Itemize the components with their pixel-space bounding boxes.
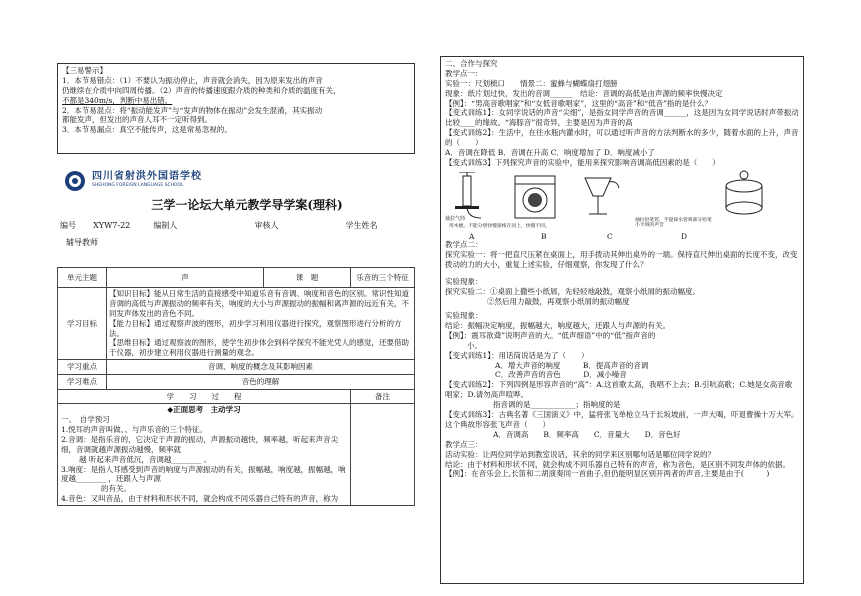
lesson-table — [57, 267, 415, 506]
self-study-item: 的有关。 — [101, 484, 131, 494]
warning-box — [57, 63, 415, 154]
school-logo — [64, 170, 244, 192]
knowledge-goal: 【知识目标】能从日常生活的直接感受中知道乐音有音调、响度和音色的区别。常识性知道音调的高低与声源振动的频率有关，响度的大小与声源振动的振幅和离声源的远近有关，不同发声体发出的音色不同。 — [109, 289, 409, 318]
figure-label-c: C — [607, 231, 613, 241]
difficult-value: 音色的理解 — [107, 375, 415, 390]
unit-label: 单元主题 — [58, 268, 107, 288]
glass-figure — [575, 172, 625, 222]
activity2-title: 教学点二： — [445, 239, 483, 249]
warning-line: 不都是340m/s，判断中易出错。 — [62, 95, 173, 105]
reviewer-label: 审核人 — [254, 221, 279, 230]
school-name: 四川省射洪外国语学校 — [92, 171, 202, 182]
self-study-item: 3.响度：是指人耳感受到声音的响度与声源振动的有关，振幅越，响度越，振幅越，响度越________ ，还跟人与声源 — [61, 464, 346, 484]
key-value: 音调、响度的概念及其影响因素 — [107, 360, 415, 375]
variant4-options-b: C．改善声音的音色 D．减小噪音 — [495, 370, 627, 380]
thinking-goal: 【思维目标】通过观察波的图形，使学生初步体会到科学探究不能光凭人的感觉，还要借助于仪器，初步建立利用仪器进行测量的观念。 — [109, 338, 409, 358]
school-emblem-icon — [64, 170, 86, 192]
variant1: 【变式训练1】：女同学说话的声音“尖细”，是指女同学声音的音调______，这是因为女同学说话时声带振动比较____的缘故。“海豚音”很奇异，主要是因为声音的高 — [445, 108, 799, 128]
warning-line: 3．本节易漏点：真空不能传声，这是常易忽视的。 — [62, 125, 232, 135]
school-name-en: SHEHONG FOREIGN LANGUAGE SCHOOL — [92, 183, 184, 188]
activity1-experiment: 实验一：尺划梳口 情景二：蜜蜂与蝴蝶扇打翅膀 — [445, 78, 618, 88]
warning-line: 都能发声，但发出的声音人耳不一定听得到。 — [62, 115, 212, 125]
difficult-label: 学习难点 — [58, 375, 107, 390]
author-label: 编制人 — [153, 221, 178, 230]
activity2-experiment: 探究实验一：将一把直尺压紧在桌面上，用手拨动其伸出桌外的一端。保持直尺伸出桌面的长度不变，改变拨动的力的大小，重复上述实验，仔细观察，你发现了什么？ — [445, 249, 798, 269]
variant5b: 指音调的是____________；指响度的是 — [493, 400, 621, 410]
drum-figure — [717, 170, 771, 220]
variant6: 【变式训练3】：古典名著《三国演义》中，猛将张飞单枪立马于长坂坡前，一声大喝，吓退曹操十万大军。这个典故形容张飞声音（ ） — [445, 410, 799, 429]
activity2-conclusion: 结论：振幅决定响度，振幅越大，响度越大，还跟人与声源的有关。 — [445, 321, 670, 331]
number-value: XYW7-22 — [93, 221, 131, 230]
section2-title: 二、合作与探究 — [445, 59, 498, 68]
activity1-phenomenon: 现象：纸片划过快，发出的音调______ 结论：音调的高低是由声源的频率快慢决定 — [445, 88, 723, 98]
number-label: 编号 — [60, 221, 76, 230]
self-study-title: 一、 自学预习 — [61, 415, 110, 425]
section-title: ◆正面思考 主动学习 — [167, 405, 241, 415]
figure-label-d: D — [681, 231, 688, 241]
key-label: 学习重点 — [58, 360, 107, 375]
washing-machine-figure — [505, 172, 565, 222]
goals-label: 学习目标 — [58, 288, 107, 360]
variant2-options: A．音调在降低 B．音调在升高 C．响度增加了 D．响度减小了 — [445, 148, 655, 158]
activity2-phenomenon-label: 实验现象： — [445, 277, 483, 287]
warning-line: 1．本节易错点：（1）不要认为振动停止，声音就会消失，因为原来发出的声音 — [62, 75, 323, 85]
topic-label: 课 题 — [264, 268, 351, 288]
unit-value: 声 — [107, 268, 264, 288]
activity3-experiment: 活动实验：让两位同学站到教室说话，其余的同学来区别哪句话是哪位同学说的？ — [445, 449, 715, 459]
activity2-experiment2: 探究实验二：①桌面上撒些小纸屑，先轻轻地敲鼓，观察小纸屑的振动幅度。 — [445, 287, 700, 297]
figure-caption-a: 抽拉气筒 — [445, 215, 466, 222]
document-title: 三学一论坛大单元教学导学案(理科) — [151, 198, 343, 212]
variant4-options-a: A．增大声音的响度 B．提高声音的音调 — [495, 360, 649, 370]
warning-line: 2．本节易混点：将“振动能发声”与“发声的物体在振动”会发生混淆，其实振动 — [62, 105, 323, 115]
figure-caption-c: 用木梳，不能分别快慢接续在同上，快慢不同。 — [449, 223, 550, 229]
example2: 【例】：震耳欲聋”说明声音的大。“低声细语”中的“低”指声音的 — [445, 330, 656, 340]
experiment-figures — [445, 170, 799, 241]
self-study-item: 2.音调：是指乐音的，它决定于声源的振动，声源振动越快，频率越，听起来声音尖细，音调就越声源振动越慢，频率就 — [61, 434, 339, 454]
warning-title: 【三易警示】 — [62, 66, 107, 75]
meta-line — [60, 221, 378, 232]
goals-cell — [107, 288, 415, 360]
topic-value: 乐音的三个特征 — [351, 268, 415, 288]
example2b: 小。 — [467, 340, 482, 350]
figure-label-b: B — [541, 231, 547, 241]
self-study-item: 4.音色：又叫音品，由于材料和形状不同，就会构成不同乐器自己特有的声音，称为 — [61, 494, 339, 504]
student-label: 学生姓名 — [345, 221, 378, 230]
variant4: 【变式训练1】：用话筒说话是为了（ ） — [445, 350, 589, 360]
example3: 【例】：在音乐会上,长笛和二胡演奏同一首曲子,但仍能明显区别开两者的声音,主要是由于( ) — [445, 469, 770, 479]
ability-goal: 【能力目标】通过观察声波的图形，初步学习利用仪器进行探究，观察图形进行分析的方法。 — [109, 318, 402, 338]
activity2-experiment2b: ②然后用力敲鼓，再观察小纸屑的振动幅度 — [487, 297, 630, 307]
activity3-conclusion: 结论：由于材料和形状不同，就会构成不同乐器自己特有的声音，称为音色，是区别不同发声体的依据。 — [445, 459, 790, 469]
tutor-label: 辅导教师 — [66, 238, 98, 247]
remark-header: 备注 — [351, 390, 415, 404]
right-column — [440, 56, 804, 584]
remark-cell — [351, 404, 415, 506]
process-header: 学 习 过 程 — [58, 390, 351, 404]
self-study-item: 1.悦耳的声音叫做、、与声乐音的三个特征。 — [61, 425, 207, 435]
warning-line: 仍继续在介质中向四周传播。（2）声音的传播速度跟介质的种类和介质的温度有关， — [62, 85, 341, 95]
activity3-title: 教学点三： — [445, 439, 483, 449]
variant6-options: A．音调高 B．频率高 C．音量大 D．音色好 — [493, 429, 681, 439]
activity1-title: 教学点一： — [445, 68, 483, 78]
variant5: 【变式训练2】：下列四例是形容声音的“高”：A.这首歌太高，我唱不上去；B.引吭高歌；C.她是女高音歌唱家；D.请勿高声喧哗。 — [445, 380, 793, 400]
variant3: 【变式训练3】下列探究声音的实验中，能用来探究影响音调高低因素的是（ ） — [445, 157, 720, 167]
figure-label-a: A — [469, 231, 475, 241]
self-study-item: 越 听起来声音低沉，音调越________ 。 — [79, 454, 212, 464]
process-cell — [58, 404, 351, 506]
activity2-phenomenon2-label: 实验现象： — [445, 311, 483, 321]
variant2: 【变式训练2】：生活中，在往水瓶内灌水时，可以通过听声音的方法判断水的多少，随着水面的上升，声音的（ ） — [445, 128, 799, 148]
figure-caption-d: 抽拉铅笔管，手提探水管将部分铅笔小卡斑的声音 — [635, 217, 712, 229]
example1: 【例】：“男高音歌唱家”和“女低音歌唱家”，这里的“高音”和“低音”指的是什么？ — [445, 98, 712, 108]
